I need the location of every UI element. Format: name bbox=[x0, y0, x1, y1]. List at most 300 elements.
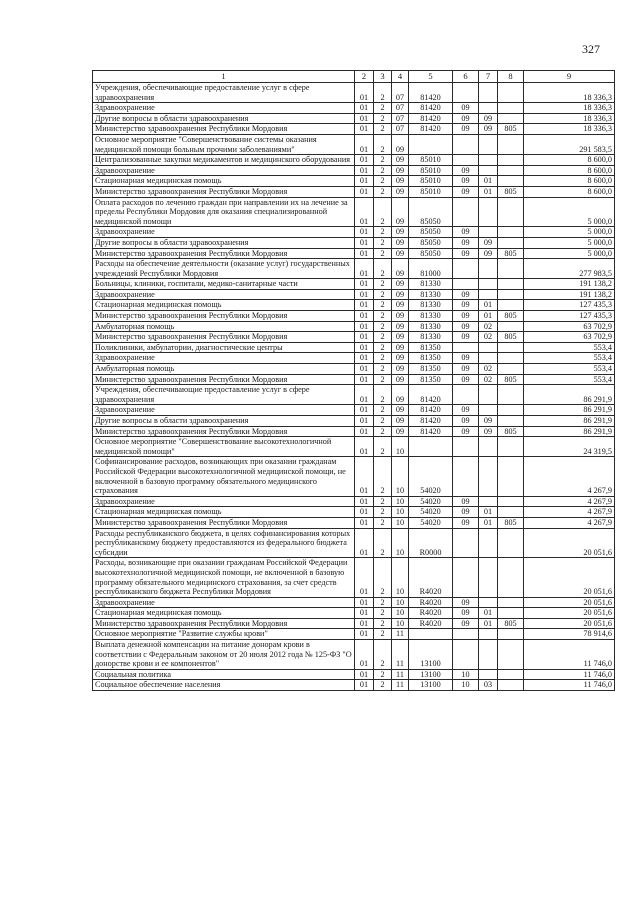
row-amount: 553,4 bbox=[524, 342, 615, 353]
table-row bbox=[93, 227, 615, 238]
code-section: 09 bbox=[453, 618, 479, 629]
row-name: Стационарная медицинская помощь bbox=[93, 176, 355, 187]
code-ministry bbox=[498, 259, 524, 279]
code-subprogram: 2 bbox=[374, 629, 392, 640]
code-section: 09 bbox=[453, 300, 479, 311]
table-row bbox=[93, 385, 615, 405]
row-name: Министерство здравоохранения Республики Мордовия bbox=[93, 426, 355, 437]
code-ministry bbox=[498, 608, 524, 619]
code-activity: 11 bbox=[392, 669, 409, 680]
code-subprogram: 2 bbox=[374, 279, 392, 290]
code-program: 01 bbox=[355, 528, 374, 558]
column-header: 9 bbox=[524, 71, 615, 83]
code-program: 01 bbox=[355, 83, 374, 103]
table-row bbox=[93, 176, 615, 187]
code-subprogram: 2 bbox=[374, 680, 392, 691]
code-ministry bbox=[498, 279, 524, 290]
code-program: 01 bbox=[355, 507, 374, 518]
code-ministry bbox=[498, 176, 524, 187]
row-name: Здравоохранение bbox=[93, 289, 355, 300]
table-row bbox=[93, 186, 615, 197]
row-name: Учреждения, обеспечивающие предоставление услуг в сфере здравоохранения bbox=[93, 385, 355, 405]
table-row bbox=[93, 124, 615, 135]
row-amount: 4 267,9 bbox=[524, 517, 615, 528]
code-direction: 13100 bbox=[409, 669, 453, 680]
code-ministry: 805 bbox=[498, 618, 524, 629]
row-amount: 8 600,0 bbox=[524, 176, 615, 187]
code-section bbox=[453, 197, 479, 227]
code-subprogram: 2 bbox=[374, 669, 392, 680]
code-direction: 81420 bbox=[409, 103, 453, 114]
row-name: Здравоохранение bbox=[93, 353, 355, 364]
code-ministry bbox=[498, 597, 524, 608]
code-section: 09 bbox=[453, 237, 479, 248]
code-program: 01 bbox=[355, 608, 374, 619]
code-subsection: 02 bbox=[479, 332, 498, 343]
code-direction: 81330 bbox=[409, 321, 453, 332]
code-direction bbox=[409, 629, 453, 640]
row-name: Централизованные закупки медикаментов и медицинского оборудования bbox=[93, 155, 355, 166]
code-activity: 09 bbox=[392, 197, 409, 227]
code-program: 01 bbox=[355, 311, 374, 322]
code-activity: 09 bbox=[392, 300, 409, 311]
row-amount: 553,4 bbox=[524, 364, 615, 375]
row-name: Министерство здравоохранения Республики Мордовия bbox=[93, 374, 355, 385]
code-program: 01 bbox=[355, 405, 374, 416]
code-ministry: 805 bbox=[498, 124, 524, 135]
code-program: 01 bbox=[355, 342, 374, 353]
code-subsection bbox=[479, 385, 498, 405]
row-amount: 20 051,6 bbox=[524, 558, 615, 597]
code-subsection bbox=[479, 405, 498, 416]
row-name: Здравоохранение bbox=[93, 597, 355, 608]
code-subsection bbox=[479, 457, 498, 496]
code-direction: 81330 bbox=[409, 289, 453, 300]
code-activity: 07 bbox=[392, 124, 409, 135]
code-subsection bbox=[479, 342, 498, 353]
table-header-row bbox=[93, 71, 615, 83]
table-row bbox=[93, 134, 615, 154]
code-program: 01 bbox=[355, 289, 374, 300]
code-subprogram: 2 bbox=[374, 103, 392, 114]
row-name: Поликлиники, амбулатории, диагностические центры bbox=[93, 342, 355, 353]
code-activity: 10 bbox=[392, 496, 409, 507]
row-name: Другие вопросы в области здравоохранения bbox=[93, 237, 355, 248]
row-amount: 86 291,9 bbox=[524, 405, 615, 416]
row-amount: 20 051,6 bbox=[524, 618, 615, 629]
code-subprogram: 2 bbox=[374, 496, 392, 507]
row-name: Министерство здравоохранения Республики Мордовия bbox=[93, 248, 355, 259]
code-ministry bbox=[498, 342, 524, 353]
row-name: Софинансирование расходов, возникающих при оказании гражданам Российской Федерации высокотехнологичной медицинской помощи, не включенной в базовую программу обязательного медицинского страхования bbox=[93, 457, 355, 496]
code-activity: 10 bbox=[392, 618, 409, 629]
row-name: Министерство здравоохранения Республики Мордовия bbox=[93, 517, 355, 528]
code-ministry bbox=[498, 558, 524, 597]
row-amount: 191 138,2 bbox=[524, 289, 615, 300]
code-program: 01 bbox=[355, 248, 374, 259]
code-ministry bbox=[498, 113, 524, 124]
row-name: Министерство здравоохранения Республики Мордовия bbox=[93, 618, 355, 629]
table-row bbox=[93, 374, 615, 385]
code-subprogram: 2 bbox=[374, 321, 392, 332]
code-activity: 09 bbox=[392, 227, 409, 238]
code-subprogram: 2 bbox=[374, 416, 392, 427]
code-section bbox=[453, 629, 479, 640]
code-subprogram: 2 bbox=[374, 124, 392, 135]
code-subprogram: 2 bbox=[374, 405, 392, 416]
row-name: Здравоохранение bbox=[93, 227, 355, 238]
code-program: 01 bbox=[355, 680, 374, 691]
code-section: 09 bbox=[453, 165, 479, 176]
code-program: 01 bbox=[355, 669, 374, 680]
code-ministry bbox=[498, 457, 524, 496]
code-subprogram: 2 bbox=[374, 385, 392, 405]
code-ministry bbox=[498, 321, 524, 332]
code-direction: 85010 bbox=[409, 176, 453, 187]
row-amount: 24 319,5 bbox=[524, 437, 615, 457]
code-subsection: 09 bbox=[479, 426, 498, 437]
code-activity: 11 bbox=[392, 680, 409, 691]
code-subsection bbox=[479, 558, 498, 597]
code-activity: 07 bbox=[392, 83, 409, 103]
code-activity: 09 bbox=[392, 248, 409, 259]
code-direction: R4020 bbox=[409, 608, 453, 619]
code-direction: 81420 bbox=[409, 405, 453, 416]
row-amount: 63 702,9 bbox=[524, 321, 615, 332]
table-row bbox=[93, 496, 615, 507]
row-amount: 5 000,0 bbox=[524, 248, 615, 259]
code-activity: 09 bbox=[392, 405, 409, 416]
code-subsection bbox=[479, 353, 498, 364]
row-amount: 20 051,6 bbox=[524, 597, 615, 608]
code-subsection bbox=[479, 134, 498, 154]
column-header: 5 bbox=[409, 71, 453, 83]
code-ministry bbox=[498, 528, 524, 558]
code-ministry bbox=[498, 669, 524, 680]
code-direction: 13100 bbox=[409, 680, 453, 691]
code-program: 01 bbox=[355, 197, 374, 227]
code-section bbox=[453, 155, 479, 166]
code-program: 01 bbox=[355, 103, 374, 114]
column-header: 6 bbox=[453, 71, 479, 83]
row-name: Стационарная медицинская помощь bbox=[93, 300, 355, 311]
code-direction: 81330 bbox=[409, 300, 453, 311]
code-subprogram: 2 bbox=[374, 186, 392, 197]
code-direction: 54020 bbox=[409, 517, 453, 528]
code-activity: 09 bbox=[392, 134, 409, 154]
code-subprogram: 2 bbox=[374, 558, 392, 597]
table-row bbox=[93, 608, 615, 619]
code-direction: 81420 bbox=[409, 426, 453, 437]
code-section: 09 bbox=[453, 364, 479, 375]
code-program: 01 bbox=[355, 259, 374, 279]
code-subprogram: 2 bbox=[374, 342, 392, 353]
code-subprogram: 2 bbox=[374, 517, 392, 528]
code-subprogram: 2 bbox=[374, 165, 392, 176]
table-row bbox=[93, 629, 615, 640]
code-section: 09 bbox=[453, 416, 479, 427]
table-row bbox=[93, 353, 615, 364]
code-ministry: 805 bbox=[498, 332, 524, 343]
code-subprogram: 2 bbox=[374, 353, 392, 364]
code-activity: 10 bbox=[392, 437, 409, 457]
code-ministry bbox=[498, 437, 524, 457]
code-subsection: 09 bbox=[479, 113, 498, 124]
code-ministry bbox=[498, 364, 524, 375]
row-name: Здравоохранение bbox=[93, 103, 355, 114]
code-program: 01 bbox=[355, 437, 374, 457]
table-row bbox=[93, 669, 615, 680]
table-row bbox=[93, 558, 615, 597]
row-name: Амбулаторная помощь bbox=[93, 321, 355, 332]
code-direction: 81350 bbox=[409, 342, 453, 353]
code-subsection bbox=[479, 83, 498, 103]
code-activity: 09 bbox=[392, 374, 409, 385]
row-amount: 20 051,6 bbox=[524, 608, 615, 619]
code-section: 09 bbox=[453, 597, 479, 608]
code-section: 09 bbox=[453, 496, 479, 507]
code-ministry: 805 bbox=[498, 311, 524, 322]
row-amount: 553,4 bbox=[524, 374, 615, 385]
row-amount: 18 336,3 bbox=[524, 83, 615, 103]
row-amount: 5 000,0 bbox=[524, 227, 615, 238]
code-subsection bbox=[479, 437, 498, 457]
table-row bbox=[93, 405, 615, 416]
row-amount: 291 583,5 bbox=[524, 134, 615, 154]
code-ministry: 805 bbox=[498, 186, 524, 197]
code-activity: 09 bbox=[392, 259, 409, 279]
code-program: 01 bbox=[355, 597, 374, 608]
row-name: Социальное обеспечение населения bbox=[93, 680, 355, 691]
code-activity: 09 bbox=[392, 311, 409, 322]
row-name: Здравоохранение bbox=[93, 165, 355, 176]
code-direction: 81420 bbox=[409, 416, 453, 427]
code-activity: 09 bbox=[392, 186, 409, 197]
code-section: 09 bbox=[453, 113, 479, 124]
code-direction bbox=[409, 437, 453, 457]
row-name: Выплата денежной компенсации на питание донорам крови в соответствии с Федеральным законом от 20 июля 2012 года № 125-ФЗ "О донорстве крови и ее компонентов" bbox=[93, 640, 355, 670]
code-direction: 85010 bbox=[409, 155, 453, 166]
row-amount: 86 291,9 bbox=[524, 416, 615, 427]
code-section bbox=[453, 342, 479, 353]
code-direction: R0000 bbox=[409, 528, 453, 558]
row-amount: 8 600,0 bbox=[524, 155, 615, 166]
code-direction: 81000 bbox=[409, 259, 453, 279]
code-section bbox=[453, 558, 479, 597]
row-amount: 18 336,3 bbox=[524, 113, 615, 124]
code-ministry bbox=[498, 300, 524, 311]
table-row bbox=[93, 311, 615, 322]
code-direction: 54020 bbox=[409, 507, 453, 518]
code-program: 01 bbox=[355, 134, 374, 154]
row-name: Министерство здравоохранения Республики Мордовия bbox=[93, 186, 355, 197]
code-section bbox=[453, 279, 479, 290]
code-activity: 10 bbox=[392, 608, 409, 619]
row-amount: 78 914,6 bbox=[524, 629, 615, 640]
row-amount: 5 000,0 bbox=[524, 197, 615, 227]
code-activity: 10 bbox=[392, 558, 409, 597]
table-row bbox=[93, 332, 615, 343]
table-row bbox=[93, 680, 615, 691]
code-direction bbox=[409, 134, 453, 154]
code-direction: 85050 bbox=[409, 237, 453, 248]
code-subprogram: 2 bbox=[374, 332, 392, 343]
code-section: 10 bbox=[453, 680, 479, 691]
code-ministry bbox=[498, 496, 524, 507]
row-amount: 11 746,0 bbox=[524, 680, 615, 691]
row-amount: 4 267,9 bbox=[524, 507, 615, 518]
code-activity: 09 bbox=[392, 237, 409, 248]
row-name: Министерство здравоохранения Республики Мордовия bbox=[93, 332, 355, 343]
row-name: Министерство здравоохранения Республики Мордовия bbox=[93, 311, 355, 322]
code-activity: 09 bbox=[392, 353, 409, 364]
code-direction: 81420 bbox=[409, 124, 453, 135]
code-subprogram: 2 bbox=[374, 134, 392, 154]
row-name: Здравоохранение bbox=[93, 496, 355, 507]
row-name: Оплата расходов по лечению граждан при направлении их на лечение за пределы Республики Мордовия для оказания специализированной медицинской помощи bbox=[93, 197, 355, 227]
row-amount: 5 000,0 bbox=[524, 237, 615, 248]
row-amount: 127 435,3 bbox=[524, 300, 615, 311]
code-direction: R4020 bbox=[409, 618, 453, 629]
table-row bbox=[93, 300, 615, 311]
code-section: 09 bbox=[453, 374, 479, 385]
code-subsection bbox=[479, 279, 498, 290]
table-row bbox=[93, 416, 615, 427]
code-subsection bbox=[479, 155, 498, 166]
code-activity: 10 bbox=[392, 597, 409, 608]
code-program: 01 bbox=[355, 640, 374, 670]
code-ministry bbox=[498, 165, 524, 176]
table-body bbox=[93, 71, 615, 691]
code-subsection: 01 bbox=[479, 186, 498, 197]
code-program: 01 bbox=[355, 618, 374, 629]
code-program: 01 bbox=[355, 457, 374, 496]
code-subprogram: 2 bbox=[374, 426, 392, 437]
code-subsection: 03 bbox=[479, 680, 498, 691]
code-program: 01 bbox=[355, 416, 374, 427]
code-subprogram: 2 bbox=[374, 289, 392, 300]
code-section: 09 bbox=[453, 332, 479, 343]
row-name: Расходы на обеспечение деятельности (оказание услуг) государственных учреждений Республики Мордовия bbox=[93, 259, 355, 279]
code-section: 09 bbox=[453, 405, 479, 416]
code-subsection: 01 bbox=[479, 507, 498, 518]
code-section bbox=[453, 528, 479, 558]
code-subsection bbox=[479, 528, 498, 558]
code-program: 01 bbox=[355, 237, 374, 248]
code-direction: 85010 bbox=[409, 165, 453, 176]
table-row bbox=[93, 197, 615, 227]
code-section: 09 bbox=[453, 321, 479, 332]
row-name: Основное мероприятие "Развитие службы крови" bbox=[93, 629, 355, 640]
table-row bbox=[93, 517, 615, 528]
table-row bbox=[93, 248, 615, 259]
code-activity: 09 bbox=[392, 426, 409, 437]
code-program: 01 bbox=[355, 165, 374, 176]
row-name: Здравоохранение bbox=[93, 405, 355, 416]
code-program: 01 bbox=[355, 629, 374, 640]
code-section bbox=[453, 385, 479, 405]
code-section: 09 bbox=[453, 507, 479, 518]
row-amount: 8 600,0 bbox=[524, 186, 615, 197]
row-name: Больницы, клиники, госпитали, медико-санитарные части bbox=[93, 279, 355, 290]
row-amount: 11 746,0 bbox=[524, 640, 615, 670]
row-amount: 18 336,3 bbox=[524, 103, 615, 114]
table-row bbox=[93, 437, 615, 457]
code-ministry bbox=[498, 353, 524, 364]
code-activity: 10 bbox=[392, 528, 409, 558]
code-section: 09 bbox=[453, 289, 479, 300]
code-subprogram: 2 bbox=[374, 374, 392, 385]
column-header: 2 bbox=[355, 71, 374, 83]
code-subsection bbox=[479, 640, 498, 670]
table-row bbox=[93, 364, 615, 375]
code-ministry bbox=[498, 197, 524, 227]
code-subsection: 01 bbox=[479, 300, 498, 311]
code-section: 09 bbox=[453, 176, 479, 187]
code-activity: 11 bbox=[392, 629, 409, 640]
code-subsection: 01 bbox=[479, 311, 498, 322]
table-row bbox=[93, 237, 615, 248]
table-row bbox=[93, 103, 615, 114]
page-number: 327 bbox=[582, 42, 600, 56]
row-name: Основное мероприятие "Совершенствование высокотехнологичной медицинской помощи" bbox=[93, 437, 355, 457]
code-subprogram: 2 bbox=[374, 608, 392, 619]
code-direction: 81330 bbox=[409, 332, 453, 343]
code-program: 01 bbox=[355, 496, 374, 507]
code-subprogram: 2 bbox=[374, 457, 392, 496]
code-ministry bbox=[498, 629, 524, 640]
row-name: Другие вопросы в области здравоохранения bbox=[93, 113, 355, 124]
code-section: 09 bbox=[453, 103, 479, 114]
code-program: 01 bbox=[355, 332, 374, 343]
code-subprogram: 2 bbox=[374, 83, 392, 103]
code-subprogram: 2 bbox=[374, 197, 392, 227]
row-amount: 18 336,3 bbox=[524, 124, 615, 135]
table-row bbox=[93, 457, 615, 496]
code-section: 09 bbox=[453, 248, 479, 259]
code-activity: 09 bbox=[392, 385, 409, 405]
code-direction: 81330 bbox=[409, 279, 453, 290]
code-program: 01 bbox=[355, 426, 374, 437]
code-direction: 81350 bbox=[409, 364, 453, 375]
code-ministry: 805 bbox=[498, 426, 524, 437]
code-activity: 11 bbox=[392, 640, 409, 670]
code-subprogram: 2 bbox=[374, 528, 392, 558]
code-section bbox=[453, 83, 479, 103]
code-direction: 81350 bbox=[409, 353, 453, 364]
code-ministry bbox=[498, 289, 524, 300]
code-subprogram: 2 bbox=[374, 618, 392, 629]
code-direction: 85010 bbox=[409, 186, 453, 197]
row-amount: 277 983,5 bbox=[524, 259, 615, 279]
code-section: 09 bbox=[453, 186, 479, 197]
row-name: Другие вопросы в области здравоохранения bbox=[93, 416, 355, 427]
row-name: Социальная политика bbox=[93, 669, 355, 680]
code-subsection bbox=[479, 669, 498, 680]
code-subsection bbox=[479, 597, 498, 608]
code-subsection: 09 bbox=[479, 416, 498, 427]
code-direction: 85050 bbox=[409, 197, 453, 227]
code-subsection bbox=[479, 197, 498, 227]
row-amount: 127 435,3 bbox=[524, 311, 615, 322]
code-subsection: 02 bbox=[479, 374, 498, 385]
code-activity: 09 bbox=[392, 332, 409, 343]
code-subprogram: 2 bbox=[374, 597, 392, 608]
table-row bbox=[93, 321, 615, 332]
table-row bbox=[93, 259, 615, 279]
code-ministry bbox=[498, 416, 524, 427]
code-activity: 09 bbox=[392, 416, 409, 427]
